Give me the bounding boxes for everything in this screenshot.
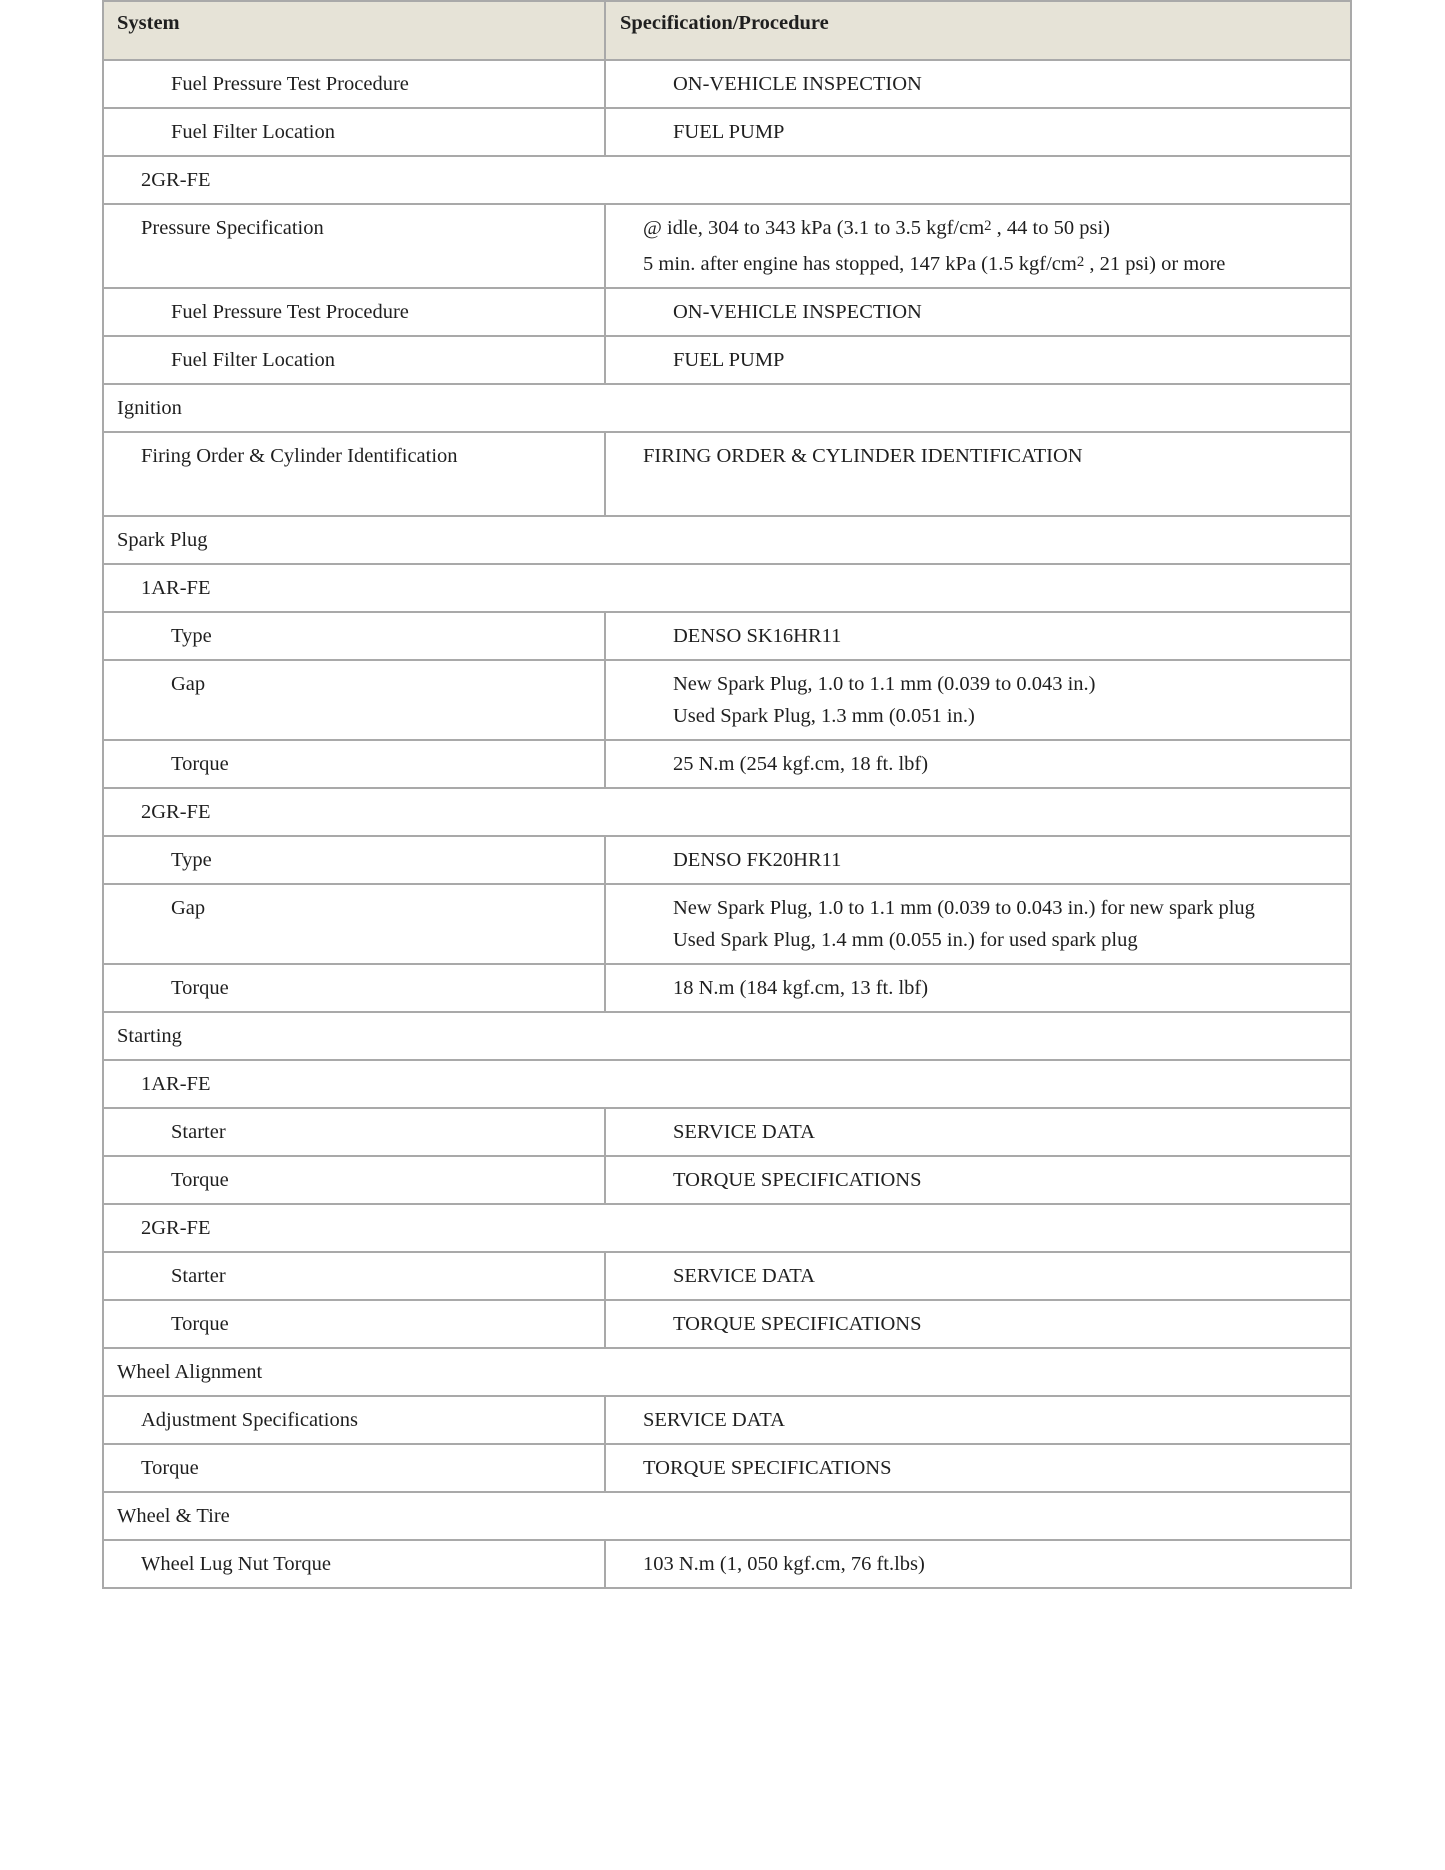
system-cell: [103, 1156, 605, 1204]
system-cell: [103, 836, 605, 884]
system-label: Torque: [171, 753, 229, 775]
section-row: [103, 788, 1351, 836]
section-label: Wheel Alignment: [117, 1361, 263, 1383]
spec-cell: [605, 740, 1351, 788]
table-body: [103, 60, 1351, 1588]
table-row: [103, 60, 1351, 108]
spec-cell: [605, 60, 1351, 108]
spec-cell: [605, 1252, 1351, 1300]
table-row: [103, 1108, 1351, 1156]
section-row: [103, 1060, 1351, 1108]
system-cell: [103, 1396, 605, 1444]
spec-value: DENSO FK20HR11: [673, 849, 842, 871]
section-cell: [103, 1204, 1351, 1252]
spec-cell: [605, 288, 1351, 336]
system-cell: [103, 60, 605, 108]
table-row: [103, 740, 1351, 788]
system-cell: [103, 964, 605, 1012]
spec-value: New Spark Plug, 1.0 to 1.1 mm (0.039 to 0.043 in.) for new spark plug: [673, 897, 1255, 919]
spec-cell: [605, 836, 1351, 884]
spec-value: FUEL PUMP: [673, 349, 785, 371]
table-row: [103, 204, 1351, 288]
spec-cell: [605, 1444, 1351, 1492]
system-label: Fuel Filter Location: [171, 121, 335, 143]
superscript: 2: [1076, 254, 1085, 271]
section-row: [103, 384, 1351, 432]
table-row: [103, 288, 1351, 336]
system-label: Type: [171, 625, 212, 647]
section-row: [103, 1492, 1351, 1540]
spec-value: ON-VEHICLE INSPECTION: [673, 301, 922, 323]
section-label: 2GR-FE: [141, 1217, 211, 1239]
spec-cell: [605, 964, 1351, 1012]
table-row: [103, 1396, 1351, 1444]
spec-value: FIRING ORDER & CYLINDER IDENTIFICATION: [643, 445, 1083, 467]
spec-value: 103 N.m (1, 050 kgf.cm, 76 ft.lbs): [643, 1553, 925, 1575]
spec-value-text: , 44 to 50 psi): [991, 217, 1110, 239]
table-row: [103, 884, 1351, 964]
header-row: [103, 1, 1351, 60]
system-cell: [103, 612, 605, 660]
system-label: Fuel Pressure Test Procedure: [171, 73, 409, 95]
system-cell: [103, 1252, 605, 1300]
system-label: Torque: [171, 1169, 229, 1191]
system-label: Starter: [171, 1265, 226, 1287]
spec-value-text: @ idle, 304 to 343 kPa (3.1 to 3.5 kgf/cm: [643, 217, 985, 239]
spec-value: [643, 215, 1350, 241]
system-cell: [103, 740, 605, 788]
section-cell: [103, 564, 1351, 612]
spec-value: FUEL PUMP: [673, 121, 785, 143]
section-row: [103, 1012, 1351, 1060]
system-cell: [103, 1540, 605, 1588]
section-cell: [103, 1060, 1351, 1108]
spec-cell: [605, 204, 1351, 288]
section-row: [103, 156, 1351, 204]
table-row: [103, 1252, 1351, 1300]
spec-cell: [605, 1396, 1351, 1444]
spec-cell: [605, 1300, 1351, 1348]
system-label: Gap: [171, 673, 206, 695]
section-cell: [103, 384, 1351, 432]
system-label: Adjustment Specifications: [141, 1409, 358, 1431]
system-cell: [103, 108, 605, 156]
spec-table: [102, 0, 1352, 1589]
section-cell: [103, 1492, 1351, 1540]
header-system: System: [103, 1, 605, 60]
superscript: 2: [984, 218, 992, 235]
section-row: [103, 1204, 1351, 1252]
section-label: Starting: [117, 1025, 182, 1047]
spec-cell: [605, 660, 1351, 740]
spec-cell: [605, 1540, 1351, 1588]
spec-value: DENSO SK16HR11: [673, 625, 842, 647]
spec-value: Used Spark Plug, 1.4 mm (0.055 in.) for used spark plug: [673, 929, 1138, 951]
spec-value: SERVICE DATA: [643, 1409, 785, 1431]
spec-cell: [605, 612, 1351, 660]
system-cell: [103, 1444, 605, 1492]
system-label: Gap: [171, 897, 206, 919]
system-cell: [103, 1108, 605, 1156]
section-cell: [103, 788, 1351, 836]
system-label: Fuel Pressure Test Procedure: [171, 301, 409, 323]
table-row: [103, 1300, 1351, 1348]
spec-value: TORQUE SPECIFICATIONS: [643, 1457, 892, 1479]
system-label: Pressure Specification: [141, 217, 324, 239]
spec-value: [643, 251, 1350, 277]
system-label: Torque: [171, 1313, 229, 1335]
section-cell: [103, 156, 1351, 204]
section-label: Ignition: [117, 397, 182, 419]
system-cell: [103, 432, 605, 516]
system-cell: [103, 884, 605, 964]
spec-value: Used Spark Plug, 1.3 mm (0.051 in.): [673, 705, 975, 727]
spec-value: TORQUE SPECIFICATIONS: [673, 1313, 922, 1335]
spec-cell: [605, 336, 1351, 384]
table-row: [103, 1156, 1351, 1204]
table-row: [103, 1540, 1351, 1588]
spec-cell: [605, 884, 1351, 964]
table-header: [103, 1, 1351, 60]
system-label: Type: [171, 849, 212, 871]
section-label: 2GR-FE: [141, 169, 211, 191]
spec-value: ON-VEHICLE INSPECTION: [673, 73, 922, 95]
section-label: Spark Plug: [117, 529, 208, 551]
spec-value: 18 N.m (184 kgf.cm, 13 ft. lbf): [673, 977, 929, 999]
system-cell: [103, 204, 605, 288]
system-cell: [103, 660, 605, 740]
spec-cell: [605, 108, 1351, 156]
section-label: 1AR-FE: [141, 577, 211, 599]
table-row: [103, 836, 1351, 884]
table-row: [103, 1444, 1351, 1492]
table-row: [103, 660, 1351, 740]
spec-value-text: , 21 psi) or more: [1084, 253, 1226, 275]
section-label: 1AR-FE: [141, 1073, 211, 1095]
section-label: Wheel & Tire: [117, 1505, 230, 1527]
table-row: [103, 336, 1351, 384]
spec-value: SERVICE DATA: [673, 1121, 815, 1143]
table-row: [103, 108, 1351, 156]
system-cell: [103, 336, 605, 384]
section-cell: [103, 516, 1351, 564]
section-label: 2GR-FE: [141, 801, 211, 823]
spec-value: 25 N.m (254 kgf.cm, 18 ft. lbf): [673, 753, 929, 775]
section-row: [103, 516, 1351, 564]
spec-cell: [605, 1156, 1351, 1204]
header-specification: Specification/Procedure: [605, 1, 1351, 60]
system-label: Starter: [171, 1121, 226, 1143]
table-row: [103, 964, 1351, 1012]
section-cell: [103, 1348, 1351, 1396]
section-row: [103, 564, 1351, 612]
spec-value: SERVICE DATA: [673, 1265, 815, 1287]
table-row: [103, 612, 1351, 660]
spec-value-text: 5 min. after engine has stopped, 147 kPa (1.5 kgf/cm: [643, 253, 1077, 275]
table-row: [103, 432, 1351, 516]
system-label: Wheel Lug Nut Torque: [141, 1553, 332, 1575]
system-label: Fuel Filter Location: [171, 349, 335, 371]
system-cell: [103, 1300, 605, 1348]
section-cell: [103, 1012, 1351, 1060]
spec-cell: [605, 432, 1351, 516]
section-row: [103, 1348, 1351, 1396]
system-label: Torque: [141, 1457, 199, 1479]
spec-value: TORQUE SPECIFICATIONS: [673, 1169, 922, 1191]
spec-cell: [605, 1108, 1351, 1156]
spec-value: New Spark Plug, 1.0 to 1.1 mm (0.039 to 0.043 in.): [673, 673, 1096, 695]
system-cell: [103, 288, 605, 336]
system-label: Torque: [171, 977, 229, 999]
system-label: Firing Order & Cylinder Identification: [141, 445, 458, 467]
